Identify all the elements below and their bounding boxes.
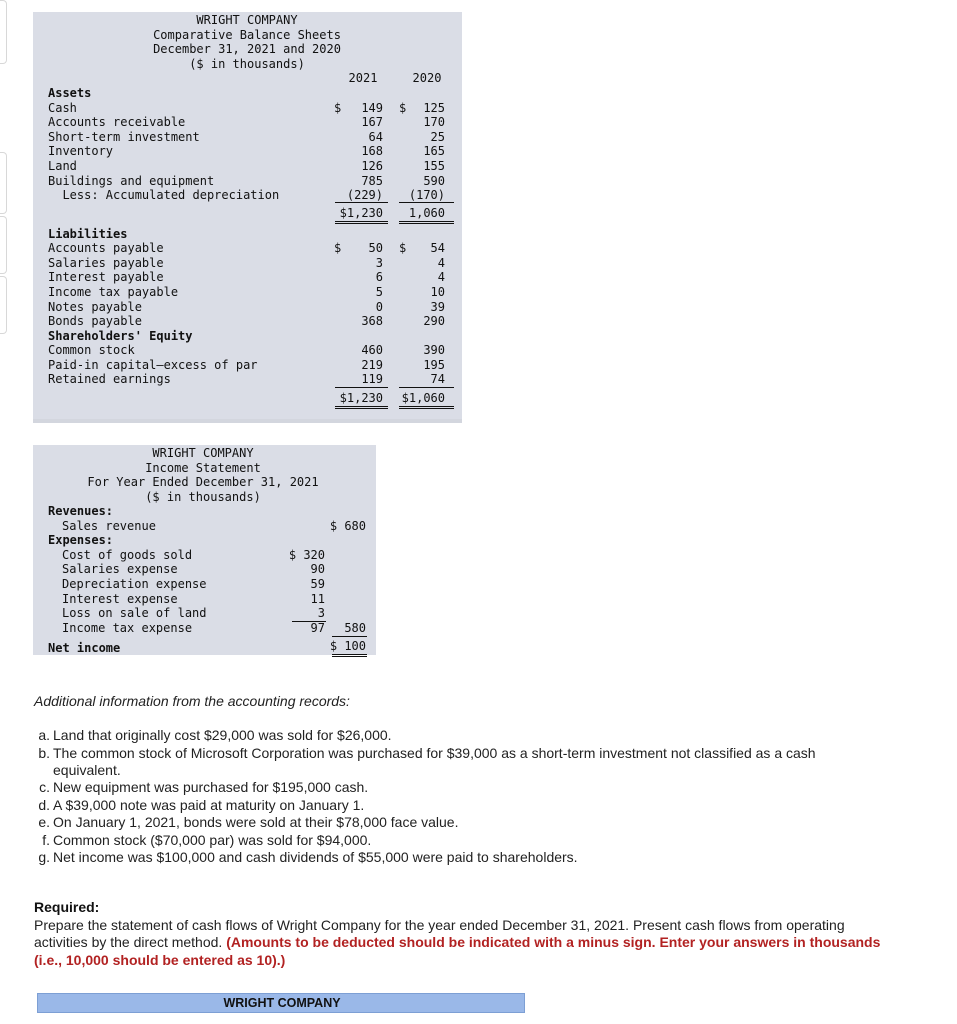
info-item-text-cont: equivalent. <box>53 762 121 778</box>
assets-heading: Assets <box>48 86 92 100</box>
info-item-letter: g. <box>38 849 50 865</box>
equity-row-value-2021: 219 <box>361 357 383 372</box>
left-edge-tab <box>0 216 7 274</box>
info-item-text: On January 1, 2021, bonds were sold at their $78,000 face value. <box>53 814 459 830</box>
liability-row-label: Bonds payable <box>48 314 142 329</box>
asset-row-label: Accounts receivable <box>48 115 186 130</box>
liability-row-label: Salaries payable <box>48 255 164 270</box>
equity-heading: Shareholders' Equity <box>48 328 193 343</box>
expense-label: Salaries expense <box>62 562 178 577</box>
liabilities-heading: Liabilities <box>48 226 128 241</box>
assets-total-double-underline-2020 <box>399 221 454 222</box>
expense-value: 3 <box>317 606 325 621</box>
asset-row-sign-2021: $ <box>334 100 342 115</box>
equity-row-value-2021: 119 <box>361 372 383 387</box>
info-item-text: A $39,000 note was paid at maturity on January 1. <box>53 796 365 813</box>
required-text-line1: Prepare the statement of cash flows of Wright Company for the year ended December 31, 2021. Present cash flows from operating <box>34 916 845 933</box>
left-edge-tab <box>0 276 7 334</box>
expense-value: 90 <box>310 562 325 577</box>
liability-row-label: Accounts payable <box>48 241 164 256</box>
expense-label: Income tax expense <box>62 620 193 635</box>
asset-row-value-2020: (170) <box>408 188 445 203</box>
asset-row-value-2021: 64 <box>368 129 383 144</box>
asset-row-label: Cash <box>48 100 77 115</box>
required-red-instruction-cont: (i.e., 10,000 should be entered as 10).) <box>34 951 286 968</box>
balance-sheet-panel <box>33 12 462 423</box>
info-item-text: Common stock ($70,000 par) was sold for $94,000. <box>53 831 372 848</box>
balance-sheet-dates: December 31, 2021 and 2020 <box>153 42 341 57</box>
le-total-double-underline-2020 <box>399 406 454 407</box>
info-item-text: The common stock of Microsoft Corporation was purchased for $39,000 as a short-term investment not classified as a cash <box>53 744 816 761</box>
required-red-instruction: (Amounts to be deducted should be indicated with a minus sign. Enter your answers in thousands <box>226 934 881 950</box>
info-item-letter: e. <box>38 814 50 830</box>
balance-sheet-units: ($ in thousands) <box>189 56 305 71</box>
le-total-double-underline-2021 <box>335 408 388 409</box>
info-item-letter: c. <box>39 779 50 795</box>
asset-row-value-2020: 170 <box>423 115 445 130</box>
required-plain-text: activities by the direct method. <box>34 934 227 950</box>
asset-row-value-2021: 126 <box>361 159 383 173</box>
liability-row-value-2021: 3 <box>375 255 383 270</box>
expense-value: 97 <box>310 620 325 635</box>
info-item-letter: f. <box>42 831 50 848</box>
liability-row-value-2021: 50 <box>368 241 383 256</box>
liability-row-sign-2020: $ <box>399 241 407 256</box>
column-header-2020: 2020 <box>412 71 442 85</box>
liability-row-value-2020: 4 <box>437 270 445 285</box>
info-item-letter: d. <box>38 796 50 813</box>
equity-row-label: Paid-in capital—excess of par <box>48 357 258 372</box>
income-statement-period: For Year Ended December 31, 2021 <box>87 475 319 490</box>
le-total-2020: $1,060 <box>401 390 445 405</box>
left-edge-tab <box>0 152 7 214</box>
asset-row-value-2020: 155 <box>423 159 445 173</box>
asset-row-value-2021: 167 <box>361 115 383 130</box>
sales-revenue-value: $ 680 <box>329 518 366 533</box>
revenues-heading: Revenues: <box>48 504 114 518</box>
assets-total-2020: 1,060 <box>408 205 445 220</box>
liability-row-label: Notes payable <box>48 299 142 314</box>
le-subtotal-underline-2021 <box>335 387 388 388</box>
equity-row-value-2020: 390 <box>423 343 445 358</box>
liability-row-value-2021: 0 <box>375 299 383 314</box>
required-text-line2 <box>34 934 880 952</box>
expense-label: Interest expense <box>62 591 178 606</box>
asset-row-value-2020: 125 <box>423 100 445 115</box>
balance-sheet-subtitle: Comparative Balance Sheets <box>153 27 341 42</box>
liability-row-value-2020: 4 <box>437 255 445 270</box>
equity-row-label: Retained earnings <box>48 372 171 387</box>
liability-row-value-2020: 54 <box>430 241 445 256</box>
net-income-double-underline <box>332 654 367 655</box>
liability-row-value-2020: 39 <box>430 299 445 314</box>
asset-row-label: Land <box>48 159 77 173</box>
left-edge-tab <box>0 0 7 64</box>
required-heading: Required: <box>34 899 100 915</box>
asset-row-label: Less: Accumulated depreciation <box>48 188 280 203</box>
equity-row-value-2021: 460 <box>361 343 383 358</box>
asset-row-label: Buildings and equipment <box>48 173 215 188</box>
total-expenses-underline <box>332 636 367 637</box>
expense-value: 11 <box>310 591 325 606</box>
expense-label: Cost of goods sold <box>62 547 193 562</box>
income-statement-subtitle: Income Statement <box>145 460 261 475</box>
sales-revenue-label: Sales revenue <box>62 518 156 533</box>
liability-row-label: Income tax payable <box>48 284 179 299</box>
info-item-text: Net income was $100,000 and cash dividends of $55,000 were paid to shareholders. <box>53 849 578 865</box>
expenses-heading: Expenses: <box>48 533 114 548</box>
asset-row-value-2020: 25 <box>430 129 445 144</box>
balance-sheet-title: WRIGHT COMPANY <box>196 13 298 27</box>
income-statement-units: ($ in thousands) <box>145 489 261 504</box>
asset-row-value-2021: 168 <box>361 144 383 159</box>
liability-row-value-2021: 6 <box>375 270 383 285</box>
asset-row-sign-2020: $ <box>399 100 407 115</box>
asset-row-value-2020: 165 <box>423 144 445 159</box>
le-total-2021: $1,230 <box>339 390 383 405</box>
expense-label: Depreciation expense <box>62 577 207 591</box>
le-subtotal-underline-2020 <box>399 387 454 388</box>
asset-row-label: Short-term investment <box>48 129 200 144</box>
liability-row-label: Interest payable <box>48 270 164 285</box>
answer-table-company: WRIGHT COMPANY <box>223 996 341 1010</box>
info-item-letter: b. <box>38 744 50 761</box>
income-statement-title: WRIGHT COMPANY <box>152 446 254 460</box>
net-income-label: Net income <box>48 640 121 655</box>
equity-row-value-2020: 195 <box>423 357 445 372</box>
asset-row-label: Inventory <box>48 144 114 159</box>
expense-value: $ 320 <box>288 547 325 562</box>
asset-row-value-2021: 785 <box>361 173 383 188</box>
info-item-text: New equipment was purchased for $195,000 cash. <box>53 779 369 795</box>
net-income-double-underline <box>332 656 367 657</box>
assets-total-double-underline-2020 <box>399 223 454 224</box>
liability-row-value-2020: 290 <box>423 314 445 329</box>
income-statement-panel <box>33 445 376 655</box>
net-income-value: $ 100 <box>329 638 366 653</box>
expense-value: 59 <box>310 577 325 591</box>
asset-row-value-2020: 590 <box>423 173 445 188</box>
answer-table-header <box>37 993 525 1013</box>
info-item-letter: a. <box>38 727 50 743</box>
asset-row-value-2021: (229) <box>346 188 383 203</box>
expense-label: Loss on sale of land <box>62 606 207 621</box>
assets-total-double-underline-2021 <box>335 223 388 224</box>
liability-row-sign-2021: $ <box>334 241 342 256</box>
liability-row-value-2021: 368 <box>361 314 383 329</box>
le-total-double-underline-2021 <box>335 406 388 407</box>
le-total-double-underline-2020 <box>399 408 454 409</box>
equity-row-value-2020: 74 <box>430 372 445 387</box>
liability-row-value-2020: 10 <box>430 284 445 299</box>
asset-row-value-2021: 149 <box>361 100 383 115</box>
assets-total-double-underline-2021 <box>335 221 388 222</box>
info-item-text: Land that originally cost $29,000 was sold for $26,000. <box>53 727 392 743</box>
column-header-2021: 2021 <box>348 71 378 85</box>
liability-row-value-2021: 5 <box>375 284 383 299</box>
total-expenses-value: 580 <box>344 621 366 635</box>
assets-total-2021: $1,230 <box>339 205 383 220</box>
balance-sheet-bottom-border <box>33 419 462 423</box>
additional-info-heading: Additional information from the accounting records: <box>34 693 350 709</box>
equity-row-label: Common stock <box>48 343 135 358</box>
